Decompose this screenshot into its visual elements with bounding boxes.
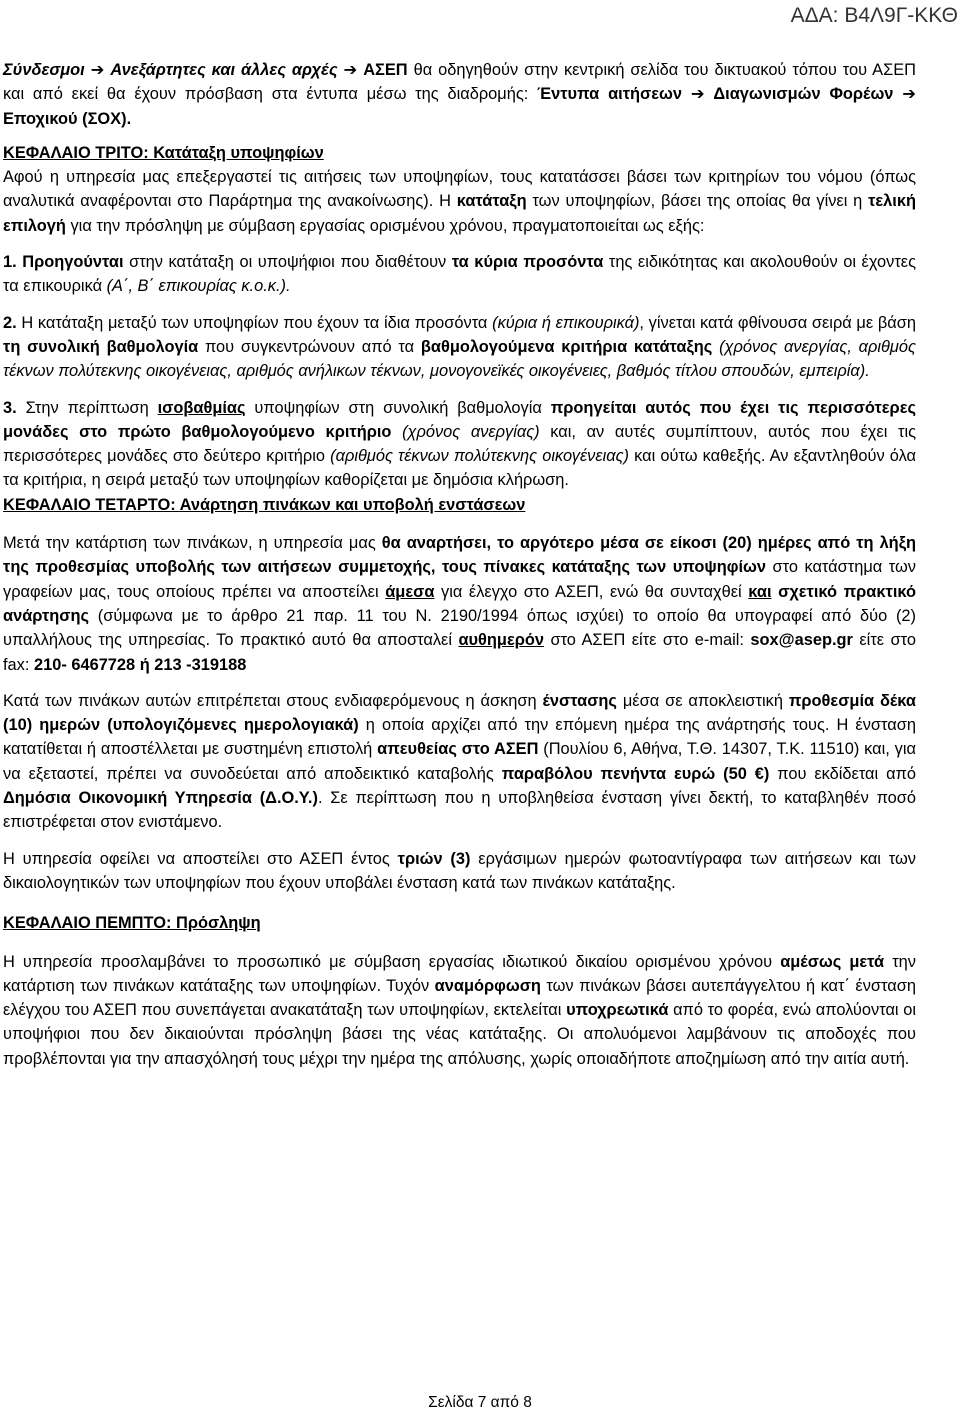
text-run: τη συνολική βαθμολογία: [3, 337, 199, 356]
text-run: τελική επιλογή: [3, 192, 916, 235]
text-run: της ειδικότητας και ακολουθούν οι έχοντες τα επικουρικά: [3, 253, 917, 296]
text-run: υποχρεωτικά: [566, 1001, 669, 1020]
chapter-5-heading: ΚΕΦΑΛΑΙΟ ΠΕΜΠΤΟ: Πρόσληψη: [3, 914, 261, 933]
text-run: Κατά των πινάκων αυτών επιτρέπεται στους ενδιαφερόμενους η άσκηση: [3, 691, 543, 710]
text-run: (χρόνος ανεργίας): [402, 422, 540, 441]
ch5-paragraph: [3, 950, 916, 1071]
text-run: (αριθμός τέκνων πολύτεκνης οικογένειας): [330, 447, 629, 466]
text-run: στο ΑΣΕΠ είτε στο e-mail:: [544, 631, 751, 650]
arrow-right-icon: ➔: [690, 85, 705, 104]
text-run: εργάσιμων ημερών φωτοαντίγραφα των αιτήσεων και των δικαιολογητικών των υποψηφίων που έχουν υποβάλει ένσταση κατά των πινάκων κατάταξης.: [3, 849, 916, 892]
text-run: , γίνεται κατά φθίνουσα σειρά με βάση: [639, 313, 917, 332]
intro-text: θα οδηγηθούν στην κεντρική σελίδα του δικτυακού τόπου του ΑΣΕΠ και από εκεί θα έχουν πρόσβαση στα έντυπα μέσω της διαδρομής:: [3, 61, 916, 104]
text-run: (Α΄, Β΄ επικουρίας κ.ο.κ.).: [106, 277, 291, 296]
text-run: ένστασης: [542, 691, 617, 710]
text-run: Προηγούνται: [22, 253, 124, 272]
text-run: για έλεγχο στο ΑΣΕΠ, ενώ θα συνταχθεί: [434, 582, 749, 601]
text-run: άμεσα: [385, 582, 435, 601]
ch3-item-2: [3, 311, 916, 384]
text-run: από το φορέα, ενώ απολύονται οι υποψήφιοι που δεν δικαιούνται πρόσληψη βάσει της νέας κατάταξης. Οι απολυόμενοι λαμβάνουν τις αποδοχές που προβλέπονται για την απασχόλησή τους μέχρι την ημέρα της απόλυσης, χωρίς οποιαδήποτε αποζημίωση από την αιτία αυτή.: [3, 1001, 916, 1068]
text-run: Η υπηρεσία οφείλει να αποστείλει στο ΑΣΕΠ έντος: [3, 849, 398, 868]
text-run: τα κύρια προσόντα: [451, 253, 604, 272]
text-run: σχετικό πρακτικό ανάρτησης: [3, 582, 916, 625]
intro-text: Εποχικού (ΣΟΧ).: [3, 109, 132, 128]
text-run: Στην περίπτωση: [25, 398, 158, 417]
text-run: υποψηφίων στη συνολική βαθμολογία: [245, 398, 551, 417]
chapter-3-heading: ΚΕΦΑΛΑΙΟ ΤΡΙΤΟ: Κατάταξη υποψηφίων: [3, 143, 324, 162]
ch3-item-3: [3, 396, 916, 493]
text-run: κατάταξη: [456, 192, 527, 211]
text-run: τριών (3): [397, 849, 471, 868]
intro-text: Σύνδεσμοι: [3, 61, 85, 79]
chapter-4-heading: ΚΕΦΑΛΑΙΟ ΤΕΤΑΡΤΟ: Ανάρτηση πινάκων και υποβολή ενστάσεων: [3, 495, 526, 514]
text-run: στην κατάταξη οι υποψήφιοι που διαθέτουν: [123, 253, 452, 272]
text-run: Η υπηρεσία προσλαμβάνει το προσωπικό με σύμβαση εργασίας ιδιωτικού δικαίου ορισμένου χρόνου: [3, 952, 781, 971]
intro-text: ΑΣΕΠ: [363, 61, 408, 79]
text-run: Δημόσια Οικονομική Υπηρεσία (Δ.Ο.Υ.): [3, 789, 318, 808]
text-run: στο κατάστημα των γραφείων μας, τους οποίους πρέπει να αποστείλει: [3, 558, 917, 601]
text-run: Η κατάταξη μεταξύ των υποψηφίων που έχουν τα ίδια προσόντα: [21, 313, 493, 332]
text-run: προθεσμία δέκα (10) ημερών (υπολογιζόμενες ημερολογιακά): [3, 691, 916, 735]
text-run: των υποψηφίων, βάσει της οποίας θα γίνει η: [526, 192, 869, 211]
text-run: απευθείας στο ΑΣΕΠ: [377, 740, 539, 759]
text-run: την κατάρτιση των πινάκων κατάταξης των υποψηφίων. Τυχόν: [3, 952, 916, 995]
text-run: και ούτω καθεξής. Αν εξαντληθούν όλα τα κριτήρια, η σειρά μεταξύ των υποψηφίων καθορίζεται με δημόσια κλήρωση.: [3, 447, 917, 490]
text-run: που εκδίδεται από: [769, 764, 916, 783]
text-run: και, αν αυτές συμπίπτουν, αυτός που έχει τις περισσότερες μονάδες στο δεύτερο κριτήριο: [3, 422, 916, 466]
ada-code: ΑΔΑ: Β4Λ9Γ-ΚΚΘ: [790, 4, 958, 27]
intro-paragraph: [3, 58, 916, 131]
text-run: και: [748, 582, 772, 601]
fax-number: 210- 6467728 ή 213 -319188: [33, 655, 247, 674]
ch4-paragraph-1: [3, 531, 916, 677]
text-run: για την πρόσληψη με σύμβαση εργασίας ορισμένου χρόνου, πραγματοποιείται ως εξής:: [65, 216, 705, 235]
text-run: . Σε περίπτωση που η υποβληθείσα ένσταση γίνει δεκτή, το καταβληθέν ποσό επιστρέφεται στον ενιστάμενο.: [3, 789, 917, 832]
arrow-right-icon: ➔: [343, 61, 358, 79]
arrow-right-icon: ➔: [902, 85, 916, 104]
page-number: Σελίδα 7 από 8: [428, 1394, 532, 1411]
text-run: βαθμολογούμενα κριτήρια κατάταξης: [420, 337, 713, 356]
text-run: (χρόνος ανεργίας, αριθμός τέκνων πολύτεκνης οικογένειας, αριθμός ανήλικων τέκνων, μονογονεϊκές οικογένειες, βαθμός τίτλου σπουδών, εμπειρία).: [3, 337, 916, 381]
ch3-item-1: [3, 250, 916, 299]
item-number: 1.: [3, 253, 23, 272]
document-body: [3, 58, 916, 1071]
text-run: (κύρια ή επικουρικά): [492, 313, 640, 332]
text-run: Μετά την κατάρτιση των πινάκων, η υπηρεσία μας: [3, 534, 382, 553]
item-number: 2.: [3, 313, 22, 332]
text-run: αυθημερόν: [458, 631, 545, 650]
intro-text: Διαγωνισμών Φορέων: [713, 85, 894, 104]
text-run: που συγκεντρώνουν από τα: [198, 337, 421, 356]
text-run: θα αναρτήσει, το αργότερο μέσα σε είκοσι (20) ημέρες από τη λήξη της προθεσμίας υποβολής των αιτήσεων συμμετοχής, τους πίνακες κατάταξης των υποψηφίων: [3, 534, 917, 577]
text-run: (Πουλίου 6, Αθήνα, Τ.Θ. 14307, Τ.Κ. 11510) και, για να εξεταστεί, πρέπει να συνοδεύεται από αποδεικτικό καταβολής: [3, 740, 916, 783]
text-run: αμέσως μετά: [780, 952, 885, 971]
text-run: μέσα σε αποκλειστική: [616, 691, 789, 710]
text-run: αναμόρφωση: [434, 976, 541, 995]
intro-text: Ανεξάρτητες και άλλες αρχές: [110, 61, 338, 79]
text-run: [391, 423, 402, 441]
text-run: είτε στο fax:: [3, 631, 917, 674]
text-run: (σύμφωνα με το άρθρο 21 παρ. 11 του Ν. 2190/1994 όπως ισχύει) το οποίο θα υπογραφεί από δύο (2) υπαλλήλους της υπηρεσίας. Το πρακτικό αυτό θα αποσταλεί: [3, 606, 916, 650]
ch3-paragraph: [3, 165, 916, 238]
text-run: των πινάκων βάσει αυτεπάγγελτου ή κατ΄ ένσταση ελέγχου του ΑΣΕΠ που συνεπάγεται ανακατάταξη των υποψηφίων, εκτελείται: [3, 976, 916, 1020]
intro-text: Έντυπα αιτήσεων: [537, 85, 682, 104]
email-link[interactable]: sox@asep.gr: [750, 631, 853, 650]
item-number: 3.: [3, 398, 26, 417]
ch4-paragraph-3: [3, 847, 916, 896]
text-run: η οποία αρχίζει από την επόμενη ημέρα της ανάρτησής τους. Η ένσταση κατατίθεται ή αποστέλλεται με συστημένη επιστολή: [3, 716, 916, 759]
text-run: παραβόλου πενήντα ευρώ (50 €): [501, 764, 770, 783]
text-run: προηγείται αυτός που έχει τις περισσότερες μονάδες στο πρώτο βαθμολογούμενο κριτήριο: [3, 398, 916, 441]
text-run: Αφού η υπηρεσία μας επεξεργαστεί τις αιτήσεις των υποψηφίων, τους κατατάσσει βάσει των κριτηρίων του νόμου (όπως αναλυτικά αναφέρονται στο Παράρτημα της ανακοίνωσης). Η: [3, 168, 916, 211]
arrow-right-icon: ➔: [90, 61, 105, 79]
ch4-paragraph-2: [3, 689, 916, 835]
text-run: ισοβαθμίας: [157, 398, 246, 417]
